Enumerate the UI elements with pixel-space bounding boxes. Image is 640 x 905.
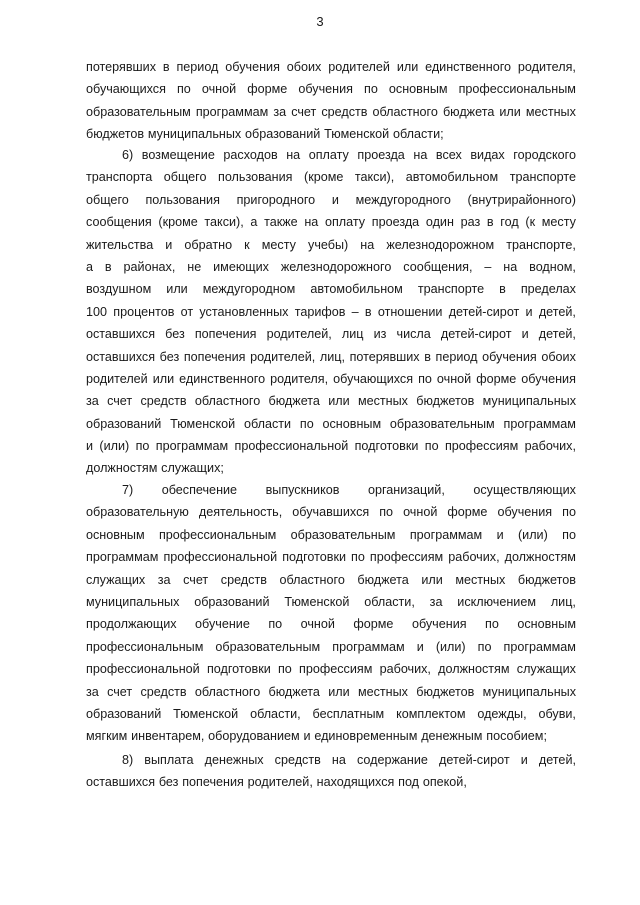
paragraph-item-8 xyxy=(86,749,576,794)
text-line: 7) обеспечение выпускников организаций, осуществляющих xyxy=(122,483,576,497)
text-line: профессиональным образовательным программам и (или) по программам xyxy=(86,639,576,654)
text-line: родителей или единственного родителя, обучающихся по очной форме обучения xyxy=(86,371,576,386)
text-line: профессиональной подготовки по профессиям рабочих, должностям служащих xyxy=(86,662,576,677)
text-line: за счет средств областного бюджета или местных бюджетов муниципальных xyxy=(86,394,576,409)
text-line: программам профессиональной подготовки по профессиям рабочих, должностям xyxy=(86,550,576,565)
text-line: транспорта общего пользования (кроме такси), автомобильном транспорте xyxy=(86,170,576,185)
text-line: жительства и обратно к месту учебы) на железнодорожном транспорте, xyxy=(86,237,576,252)
text-line: служащих за счет средств областного бюджета или местных бюджетов xyxy=(86,572,576,587)
text-line: основным профессиональным образовательным программам и (или) по xyxy=(86,527,576,542)
text-line: 100 процентов от установленных тарифов – в отношении детей-сирот и детей, xyxy=(86,304,576,319)
paragraph-item-7 xyxy=(86,479,576,748)
text-line: образований Тюменской области по основным образовательным программам xyxy=(86,416,576,431)
text-line: образований Тюменской области, бесплатным комплектом одежды, обуви, xyxy=(86,706,576,721)
text-line: воздушном или междугородном автомобильном транспорте в пределах xyxy=(86,282,576,297)
text-line: оставшихся без попечения родителей, находящихся под опекой, xyxy=(86,775,467,790)
text-line: оставшихся без попечения родителей, лиц, потерявших в период обучения обоих xyxy=(86,349,576,364)
text-line: а в районах, не имеющих железнодорожного сообщения, – на водном, xyxy=(86,259,576,274)
text-line: 8) выплата денежных средств на содержание детей-сирот и детей, xyxy=(122,753,576,767)
text-line: общего пользования пригородного и междугородного (внутрирайонного) xyxy=(86,192,576,207)
text-line: продолжающих обучение по очной форме обучения по основным xyxy=(86,617,576,632)
text-line: образовательным программам за счет средств областного бюджета или местных xyxy=(86,104,576,119)
paragraph-continuation xyxy=(86,56,576,146)
paragraph-item-6 xyxy=(86,144,576,480)
text-line: за счет средств областного бюджета или местных бюджетов муниципальных xyxy=(86,684,576,699)
text-line: мягким инвентарем, оборудованием и единовременным денежным пособием; xyxy=(86,729,547,744)
text-line: бюджетов муниципальных образований Тюменской области; xyxy=(86,127,444,142)
page-number: 3 xyxy=(316,14,324,29)
text-line: обучающихся по очной форме обучения по основным профессиональным xyxy=(86,82,576,97)
text-line: потерявших в период обучения обоих родителей или единственного родителя, xyxy=(86,60,576,74)
text-line: должностям служащих; xyxy=(86,461,224,476)
text-line: 6) возмещение расходов на оплату проезда на всех видах городского xyxy=(122,148,576,162)
text-line: сообщения (кроме такси), а также на оплату проезда один раз в год (к месту xyxy=(86,215,576,230)
text-line: образовательную деятельность, обучавшихся по очной форме обучения по xyxy=(86,505,576,520)
text-line: оставшихся без попечения родителей, лиц из числа детей-сирот и детей, xyxy=(86,327,576,342)
text-line: муниципальных образований Тюменской области, за исключением лиц, xyxy=(86,594,576,609)
text-line: и (или) по программам профессиональной подготовки по профессиям рабочих, xyxy=(86,439,576,454)
